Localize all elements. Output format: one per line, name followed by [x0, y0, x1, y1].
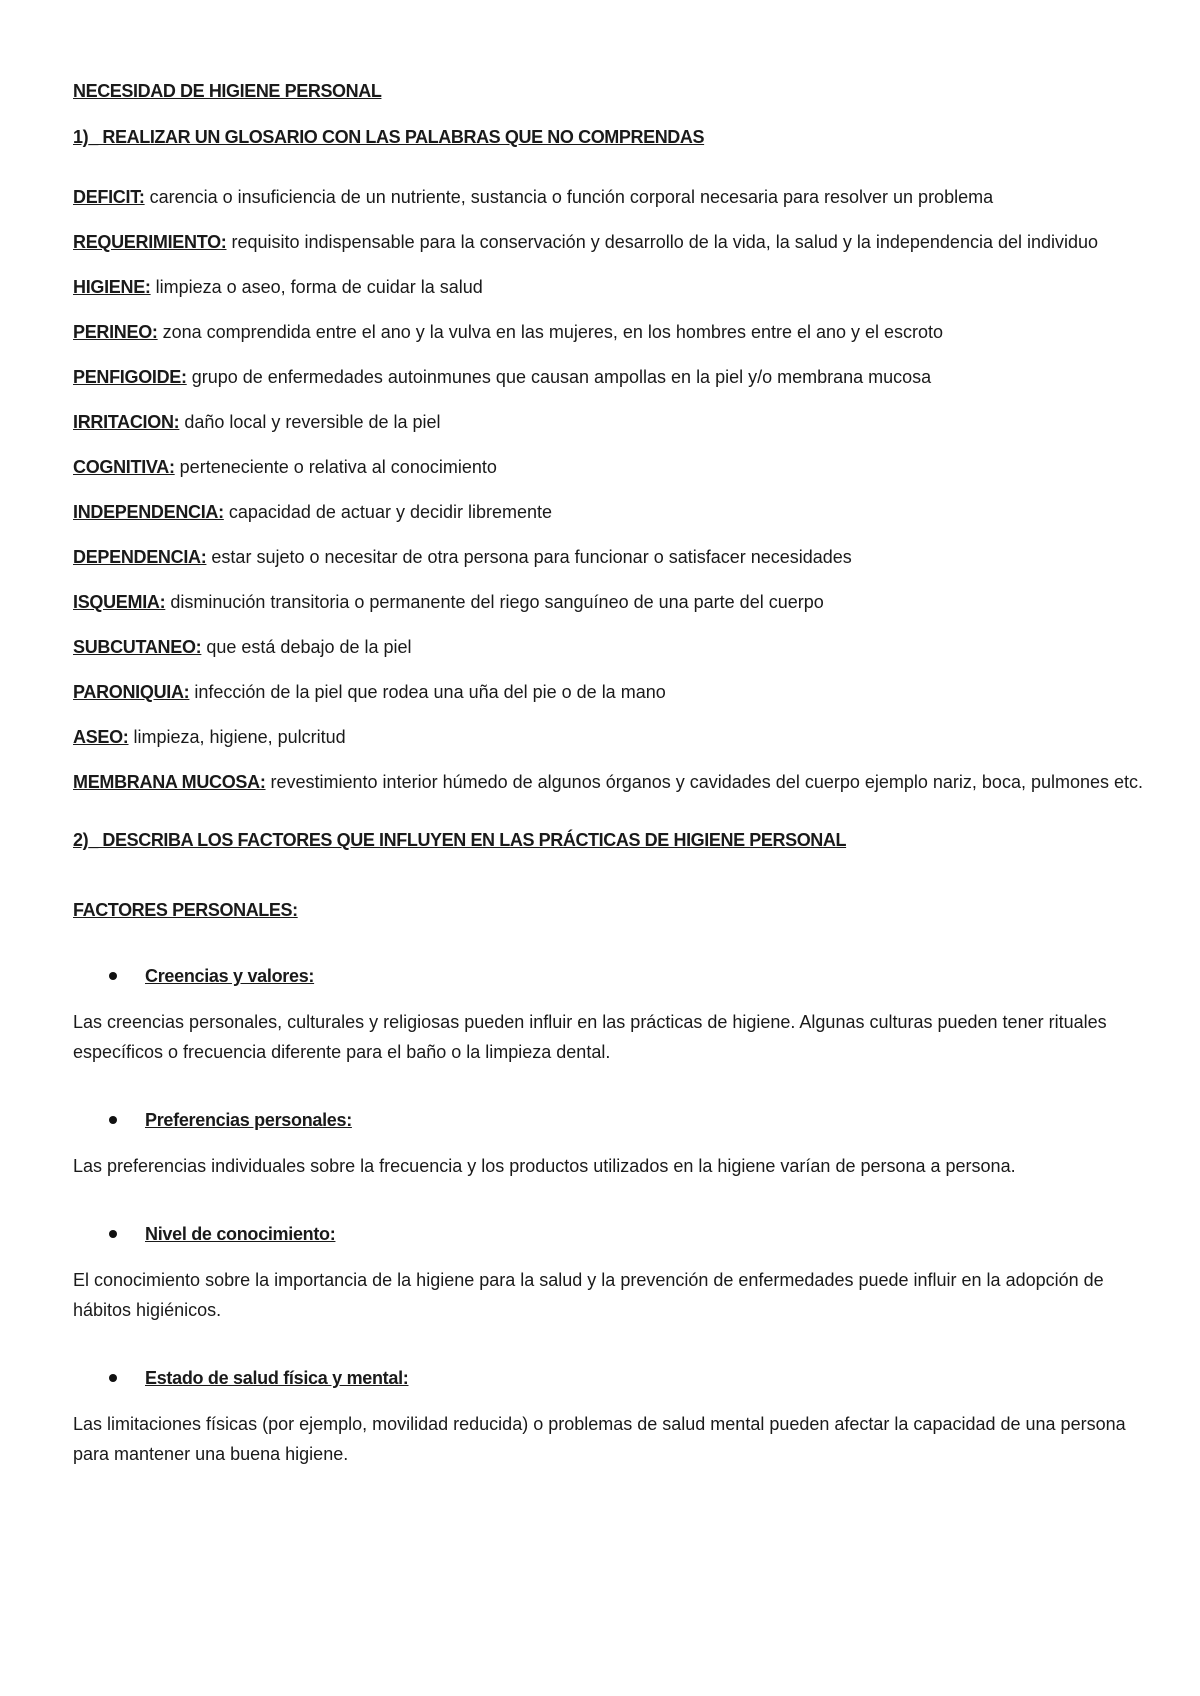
glossary-entry — [73, 632, 1148, 662]
glossary-term: COGNITIVA: — [73, 457, 175, 477]
factors-list — [73, 961, 1148, 1469]
glossary-term: REQUERIMIENTO: — [73, 232, 227, 252]
glossary-term: INDEPENDENCIA: — [73, 502, 224, 522]
glossary-definition: perteneciente o relativa al conocimiento — [174, 457, 497, 477]
factor-title: Creencias y valores: — [145, 966, 315, 986]
glossary-entry — [73, 587, 1148, 617]
glossary-term: PERINEO: — [73, 322, 158, 342]
glossary-definition: revestimiento interior húmedo de algunos órganos y cavidades del cuerpo ejemplo nariz, boca, pulmones etc. — [265, 772, 1144, 792]
glossary-term: PENFIGOIDE: — [73, 367, 187, 387]
glossary-term: ISQUEMIA: — [73, 592, 166, 612]
glossary-definition: capacidad de actuar y decidir libremente — [223, 502, 553, 522]
glossary-definition: zona comprendida entre el ano y la vulva en las mujeres, en los hombres entre el ano y el escroto — [157, 322, 944, 342]
glossary-definition: daño local y reversible de la piel — [179, 412, 441, 432]
factor-bullet-row — [109, 961, 1148, 991]
document-title: NECESIDAD DE HIGIENE PERSONAL — [73, 81, 382, 101]
document-page — [73, 70, 1148, 1469]
bullet-icon — [109, 1230, 117, 1238]
factor-bullet-row — [109, 1363, 1148, 1393]
glossary-definition: infección de la piel que rodea una uña del pie o de la mano — [189, 682, 666, 702]
factor-title: Preferencias personales: — [145, 1110, 352, 1130]
question-2-heading: 2)_ DESCRIBA LOS FACTORES QUE INFLUYEN EN LAS PRÁCTICAS DE HIGIENE PERSONAL — [73, 830, 847, 850]
factor-text: Las preferencias individuales sobre la frecuencia y los productos utilizados en la higiene varían de persona a persona. — [73, 1156, 1016, 1176]
glossary-entry — [73, 497, 1148, 527]
glossary-definition: limpieza o aseo, forma de cuidar la salud — [150, 277, 483, 297]
factor-item — [73, 961, 1148, 1067]
glossary-entry — [73, 407, 1148, 437]
factor-text: Las creencias personales, culturales y religiosas pueden influir en las prácticas de higiene. Algunas culturas pueden tener rituales específicos o frecuencia diferente para el baño o la limpieza dental. — [73, 1012, 1107, 1062]
factor-bullet-row — [109, 1219, 1148, 1249]
question-1-heading: 1)_ REALIZAR UN GLOSARIO CON LAS PALABRAS QUE NO COMPRENDAS — [73, 127, 705, 147]
glossary-entry — [73, 317, 1148, 347]
glossary-entry — [73, 677, 1148, 707]
glossary-definition: que está debajo de la piel — [201, 637, 412, 657]
glossary-entry — [73, 542, 1148, 572]
bullet-icon — [109, 972, 117, 980]
glossary-definition: limpieza, higiene, pulcritud — [128, 727, 346, 747]
glossary-entry — [73, 452, 1148, 482]
bullet-icon — [109, 1116, 117, 1124]
glossary-term: IRRITACION: — [73, 412, 180, 432]
glossary-definition: estar sujeto o necesitar de otra persona para funcionar o satisfacer necesidades — [206, 547, 852, 567]
factor-text: El conocimiento sobre la importancia de la higiene para la salud y la prevención de enfermedades puede influir en la adopción de hábitos higiénicos. — [73, 1270, 1104, 1320]
factor-item — [73, 1363, 1148, 1469]
factor-item — [73, 1219, 1148, 1325]
glossary-term: ASEO: — [73, 727, 129, 747]
glossary-list — [73, 182, 1148, 797]
glossary-term: MEMBRANA MUCOSA: — [73, 772, 266, 792]
glossary-term: DEFICIT: — [73, 187, 145, 207]
factor-item — [73, 1105, 1148, 1181]
personal-factors-heading: FACTORES PERSONALES: — [73, 900, 298, 920]
glossary-term: HIGIENE: — [73, 277, 151, 297]
bullet-icon — [109, 1374, 117, 1382]
glossary-entry — [73, 722, 1148, 752]
glossary-definition: disminución transitoria o permanente del riego sanguíneo de una parte del cuerpo — [165, 592, 824, 612]
glossary-definition: grupo de enfermedades autoinmunes que causan ampollas en la piel y/o membrana mucosa — [186, 367, 932, 387]
glossary-definition: requisito indispensable para la conservación y desarrollo de la vida, la salud y la independencia del individuo — [226, 232, 1099, 252]
glossary-term: PARONIQUIA: — [73, 682, 190, 702]
glossary-entry — [73, 767, 1148, 797]
factor-text: Las limitaciones físicas (por ejemplo, movilidad reducida) o problemas de salud mental pueden afectar la capacidad de una persona para mantener una buena higiene. — [73, 1414, 1126, 1464]
glossary-definition: carencia o insuficiencia de un nutriente, sustancia o función corporal necesaria para resolver un problema — [144, 187, 994, 207]
glossary-entry — [73, 272, 1148, 302]
factor-title: Estado de salud física y mental: — [145, 1368, 409, 1388]
glossary-entry — [73, 362, 1148, 392]
factor-bullet-row — [109, 1105, 1148, 1135]
glossary-entry — [73, 227, 1148, 257]
glossary-entry — [73, 182, 1148, 212]
glossary-term: DEPENDENCIA: — [73, 547, 207, 567]
factor-title: Nivel de conocimiento: — [145, 1224, 336, 1244]
glossary-term: SUBCUTANEO: — [73, 637, 202, 657]
